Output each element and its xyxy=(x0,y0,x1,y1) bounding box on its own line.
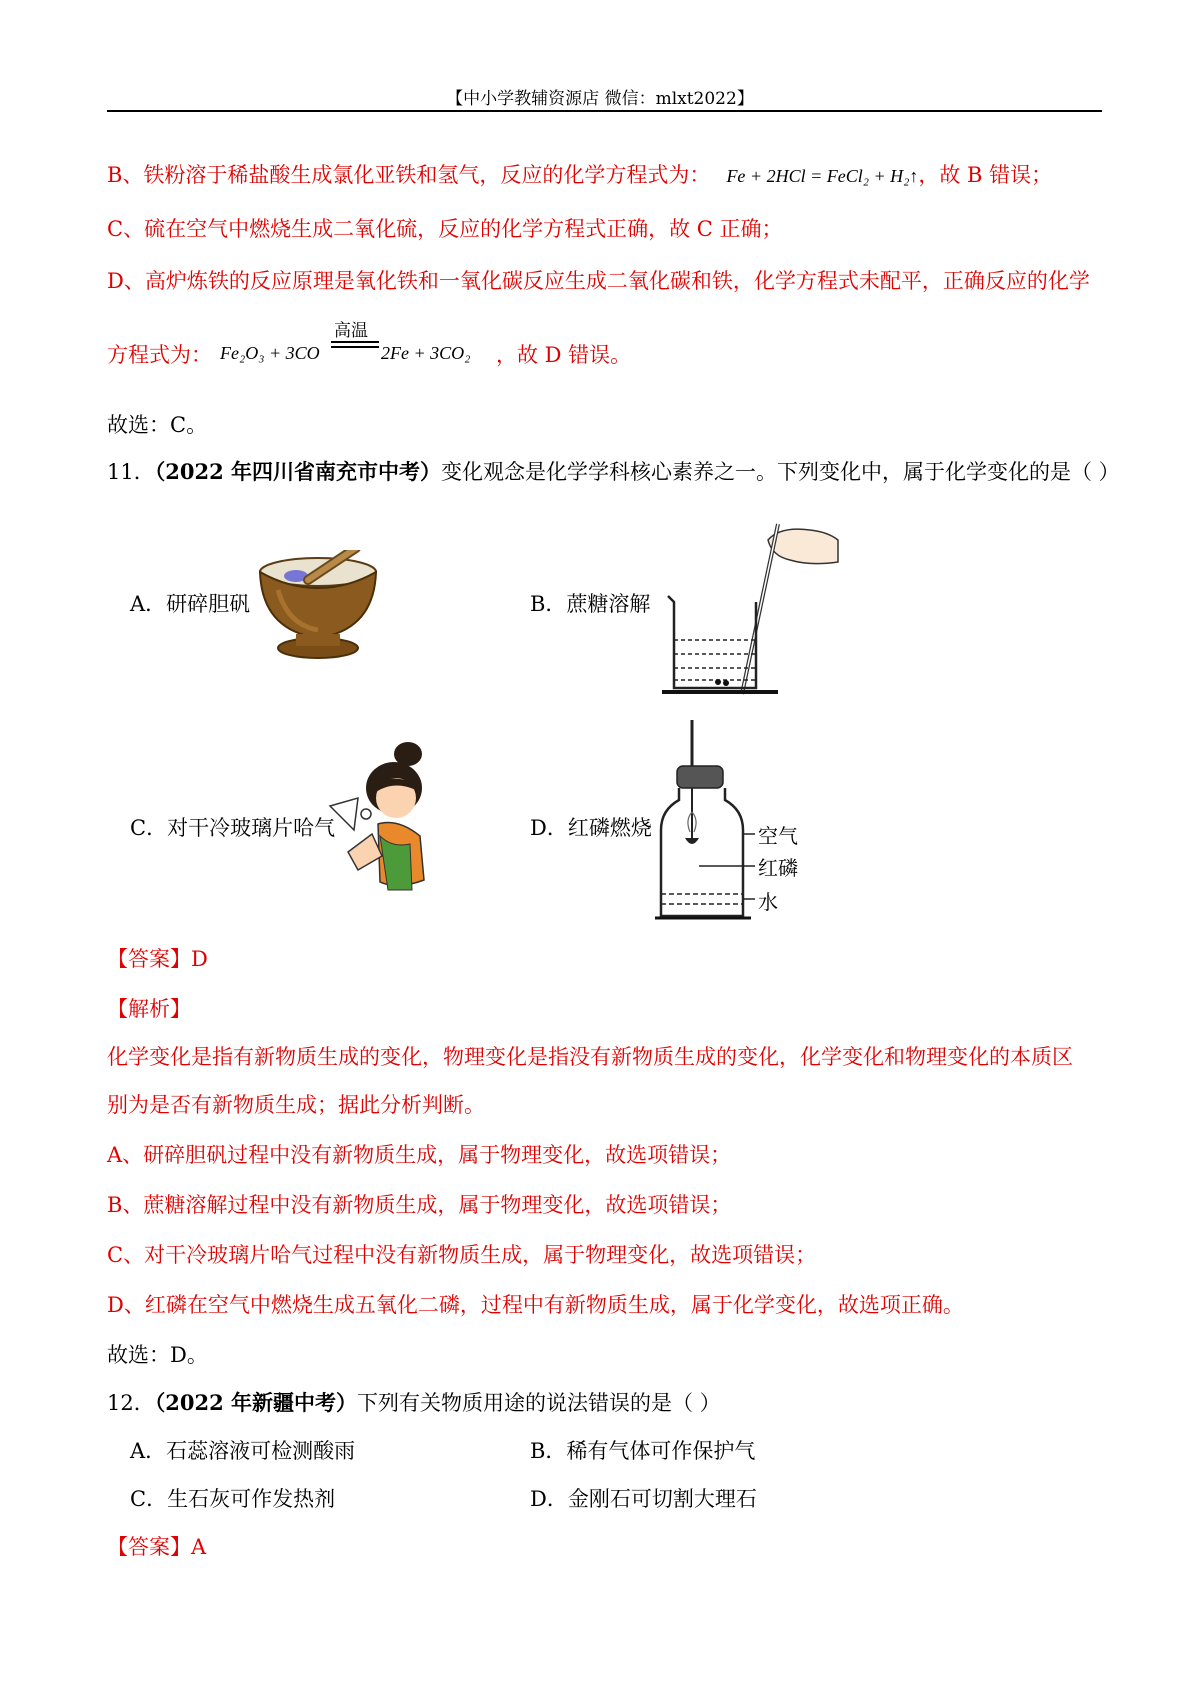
q11-option-c-text: 对干冷玻璃片哈气 xyxy=(167,816,336,840)
q11-answer xyxy=(107,944,208,974)
q11-option-d xyxy=(530,812,652,842)
q12-option-d xyxy=(530,1484,757,1514)
q11-option-c xyxy=(130,812,335,842)
equation-d-line-2 xyxy=(331,346,379,348)
q11-option-b-text: 蔗糖溶解 xyxy=(566,592,651,616)
q12-answer-value: A xyxy=(191,1535,207,1559)
q11-option-b-letter: B． xyxy=(530,592,567,616)
q11-analysis-line-6: D、红磷在空气中燃烧生成五氧化二磷，过程中有新物质生成，属于化学变化，故选项正确。 xyxy=(107,1293,964,1317)
explanation-d-prefix: 方程式为： xyxy=(107,343,212,367)
explanation-d-tail: ，故 D 错误。 xyxy=(496,343,632,367)
explanation-b-tail: ，故 B 错误； xyxy=(918,163,1053,187)
q11-option-a-letter: A． xyxy=(130,592,167,616)
explanation-c: C、硫在空气中燃烧生成二氧化硫，反应的化学方程式正确，故 C 正确； xyxy=(107,217,783,241)
question-11-text: 变化观念是化学学科核心素养之一。下列变化中，属于化学变化的是（ ） xyxy=(441,460,1120,484)
q12-option-c-text: 生石灰可作发热剂 xyxy=(167,1487,336,1511)
equation-b: Fe + 2HCl = FeCl₂ + H₂↑ xyxy=(726,166,919,186)
q12-answer xyxy=(107,1532,206,1562)
explanation-d-equation-line xyxy=(107,340,212,370)
q11-option-b xyxy=(530,588,650,618)
header-rule xyxy=(107,110,1102,112)
girl-breathing-on-glass-icon xyxy=(328,740,448,905)
jar-label-air: 空气 xyxy=(758,824,798,848)
q11-answer-label: 【答案】 xyxy=(107,947,191,971)
beaker-stirring-icon xyxy=(660,520,845,700)
q11-analysis-label: 【解析】 xyxy=(107,997,191,1021)
question-12-source: （2022 年新疆中考） xyxy=(154,1390,357,1415)
q11-analysis-line-3: A、研碎胆矾过程中没有新物质生成，属于物理变化，故选项错误； xyxy=(107,1143,732,1167)
q12-option-a-letter: A． xyxy=(130,1439,167,1463)
q12-option-d-letter: D． xyxy=(530,1487,568,1511)
q12-option-b xyxy=(530,1436,755,1466)
q12-option-c-letter: C． xyxy=(130,1487,168,1511)
equation-d-right: 2Fe + 3CO₂ xyxy=(381,343,471,363)
q12-option-b-text: 稀有气体可作保护气 xyxy=(566,1439,756,1463)
mortar-pestle-icon xyxy=(248,550,393,665)
q11-analysis-line-5: C、对干冷玻璃片哈气过程中没有新物质生成，属于物理变化，故选项错误； xyxy=(107,1243,817,1267)
explanation-b xyxy=(107,160,1052,191)
question-12-stem xyxy=(107,1388,721,1418)
q12-option-d-text: 金刚石可切割大理石 xyxy=(567,1487,757,1511)
q12-option-a xyxy=(130,1436,355,1466)
explanation-b-text: B、铁粉溶于稀盐酸生成氯化亚铁和氢气，反应的化学方程式为： xyxy=(107,163,711,187)
explanation-d: D、高炉炼铁的反应原理是氧化铁和一氧化碳反应生成二氧化碳和铁，化学方程式未配平，正确反应的化学 xyxy=(107,269,1090,293)
previous-choice: 故选：C。 xyxy=(107,413,208,437)
q12-option-a-text: 石蕊溶液可检测酸雨 xyxy=(166,1439,356,1463)
equation-d-condition: 高温 xyxy=(334,321,368,341)
equation-d-left: Fe₂O₃ + 3CO xyxy=(220,343,320,363)
page-header: 【中小学教辅资源店 微信：mlxt2022】 xyxy=(446,89,754,109)
q12-option-b-letter: B． xyxy=(530,1439,567,1463)
q11-option-d-text: 红磷燃烧 xyxy=(567,816,652,840)
question-11-stem xyxy=(107,457,1120,487)
question-12-text: 下列有关物质用途的说法错误的是（ ） xyxy=(357,1391,721,1415)
q11-option-a xyxy=(130,588,250,618)
equation-d-line-1 xyxy=(331,341,379,343)
q11-analysis-line-4: B、蔗糖溶解过程中没有新物质生成，属于物理变化，故选项错误； xyxy=(107,1193,732,1217)
q11-option-d-letter: D． xyxy=(530,816,568,840)
jar-label-phosphorus: 红磷 xyxy=(758,856,798,880)
q12-answer-label: 【答案】 xyxy=(107,1535,191,1559)
q11-analysis-line-2: 别为是否有新物质生成；据此分析判断。 xyxy=(107,1093,485,1117)
question-11-source: （2022 年四川省南充市中考） xyxy=(154,459,441,484)
q11-analysis-line-1: 化学变化是指有新物质生成的变化，物理变化是指没有新物质生成的变化，化学变化和物理变化的本质区 xyxy=(107,1045,1073,1069)
q11-answer-value: D xyxy=(191,947,208,971)
q11-choice: 故选：D。 xyxy=(107,1343,208,1367)
q12-option-c xyxy=(130,1484,335,1514)
jar-label-water: 水 xyxy=(758,890,778,914)
q11-option-c-letter: C． xyxy=(130,816,168,840)
q11-option-a-text: 研碎胆矾 xyxy=(166,592,251,616)
question-12-number: 12． xyxy=(107,1391,155,1415)
question-11-number: 11． xyxy=(107,460,155,484)
